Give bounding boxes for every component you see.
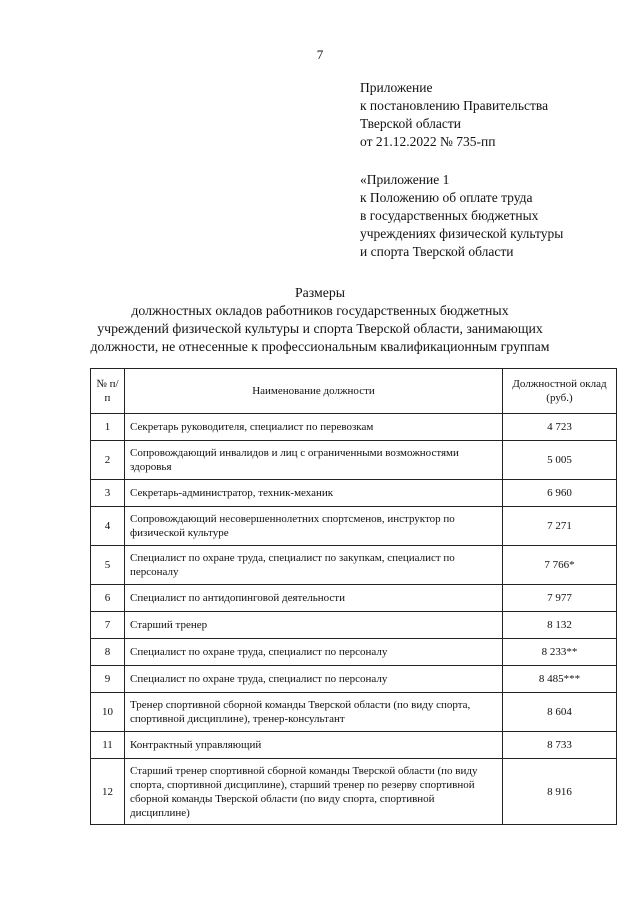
row-position: Тренер спортивной сборной команды Тверской области (по виду спорта, спортивной дисциплине), тренер-консультант bbox=[125, 693, 503, 732]
row-num: 10 bbox=[91, 693, 125, 732]
row-salary: 8 132 bbox=[503, 612, 617, 639]
appendix-block bbox=[360, 79, 630, 261]
appendix-line: к постановлению Правительства bbox=[360, 98, 549, 113]
row-position: Специалист по охране труда, специалист по закупкам, специалист по персоналу bbox=[125, 546, 503, 585]
row-position: Старший тренер спортивной сборной команды Тверской области (по виду спорта, спортивной дисциплине), старший тренер по резерву спортивной сборной команды Тверской области (по виду спорта, спортивной дисциплине) bbox=[125, 759, 503, 825]
row-salary: 7 766* bbox=[503, 546, 617, 585]
title-line: должностных окладов работников государственных бюджетных bbox=[131, 303, 509, 318]
row-position: Старший тренер bbox=[125, 612, 503, 639]
row-num: 11 bbox=[91, 732, 125, 759]
row-num: 9 bbox=[91, 666, 125, 693]
table-row bbox=[91, 585, 617, 612]
row-num: 8 bbox=[91, 639, 125, 666]
row-salary: 5 005 bbox=[503, 441, 617, 480]
title-line: Размеры bbox=[294, 285, 346, 300]
row-num: 3 bbox=[91, 480, 125, 507]
table-row bbox=[91, 612, 617, 639]
row-salary: 7 271 bbox=[503, 507, 617, 546]
table-row bbox=[91, 666, 617, 693]
row-position: Секретарь руководителя, специалист по перевозкам bbox=[125, 414, 503, 441]
row-salary: 8 233** bbox=[503, 639, 617, 666]
row-num: 12 bbox=[91, 759, 125, 825]
table-row bbox=[91, 507, 617, 546]
appendix-line: Приложение bbox=[360, 80, 433, 95]
table-row bbox=[91, 639, 617, 666]
sub-appendix-line: к Положению об оплате труда bbox=[360, 190, 533, 205]
spacer bbox=[360, 151, 630, 171]
header-name: Наименование должности bbox=[125, 369, 503, 414]
row-num: 4 bbox=[91, 507, 125, 546]
row-position: Сопровождающий инвалидов и лиц с ограниченными возможностями здоровья bbox=[125, 441, 503, 480]
row-salary: 8 604 bbox=[503, 693, 617, 732]
table-row bbox=[91, 546, 617, 585]
sub-appendix-line: и спорта Тверской области bbox=[360, 244, 514, 259]
table-row bbox=[91, 414, 617, 441]
row-position: Специалист по охране труда, специалист по персоналу bbox=[125, 666, 503, 693]
row-num: 2 bbox=[91, 441, 125, 480]
appendix-line: от 21.12.2022 № 735-пп bbox=[360, 134, 496, 149]
header-salary: Должностной оклад (руб.) bbox=[503, 369, 617, 414]
row-salary: 8 485*** bbox=[503, 666, 617, 693]
row-salary: 6 960 bbox=[503, 480, 617, 507]
row-salary: 4 723 bbox=[503, 414, 617, 441]
row-salary: 8 733 bbox=[503, 732, 617, 759]
table-row bbox=[91, 441, 617, 480]
table-header-row bbox=[91, 369, 617, 414]
row-num: 7 bbox=[91, 612, 125, 639]
sub-appendix-line: «Приложение 1 bbox=[360, 172, 450, 187]
sub-appendix-line: в государственных бюджетных bbox=[360, 208, 539, 223]
salary-table bbox=[90, 368, 617, 825]
header-num: № п/п bbox=[91, 369, 125, 414]
title-line: должности, не отнесенные к профессиональным квалификационным группам bbox=[90, 339, 550, 354]
row-num: 6 bbox=[91, 585, 125, 612]
sub-appendix-line: учреждениях физической культуры bbox=[360, 226, 564, 241]
table-row bbox=[91, 732, 617, 759]
row-num: 5 bbox=[91, 546, 125, 585]
row-num: 1 bbox=[91, 414, 125, 441]
row-position: Специалист по охране труда, специалист по персоналу bbox=[125, 639, 503, 666]
row-position: Сопровождающий несовершеннолетних спортсменов, инструктор по физической культуре bbox=[125, 507, 503, 546]
table-row bbox=[91, 759, 617, 825]
document-title bbox=[0, 284, 640, 356]
table-row bbox=[91, 693, 617, 732]
row-position: Контрактный управляющий bbox=[125, 732, 503, 759]
row-salary: 8 916 bbox=[503, 759, 617, 825]
row-salary: 7 977 bbox=[503, 585, 617, 612]
row-position: Специалист по антидопинговой деятельности bbox=[125, 585, 503, 612]
page-number: 7 bbox=[316, 47, 324, 62]
title-line: учреждений физической культуры и спорта Тверской области, занимающих bbox=[97, 321, 543, 336]
table-row bbox=[91, 480, 617, 507]
row-position: Секретарь-администратор, техник-механик bbox=[125, 480, 503, 507]
appendix-line: Тверской области bbox=[360, 116, 461, 131]
